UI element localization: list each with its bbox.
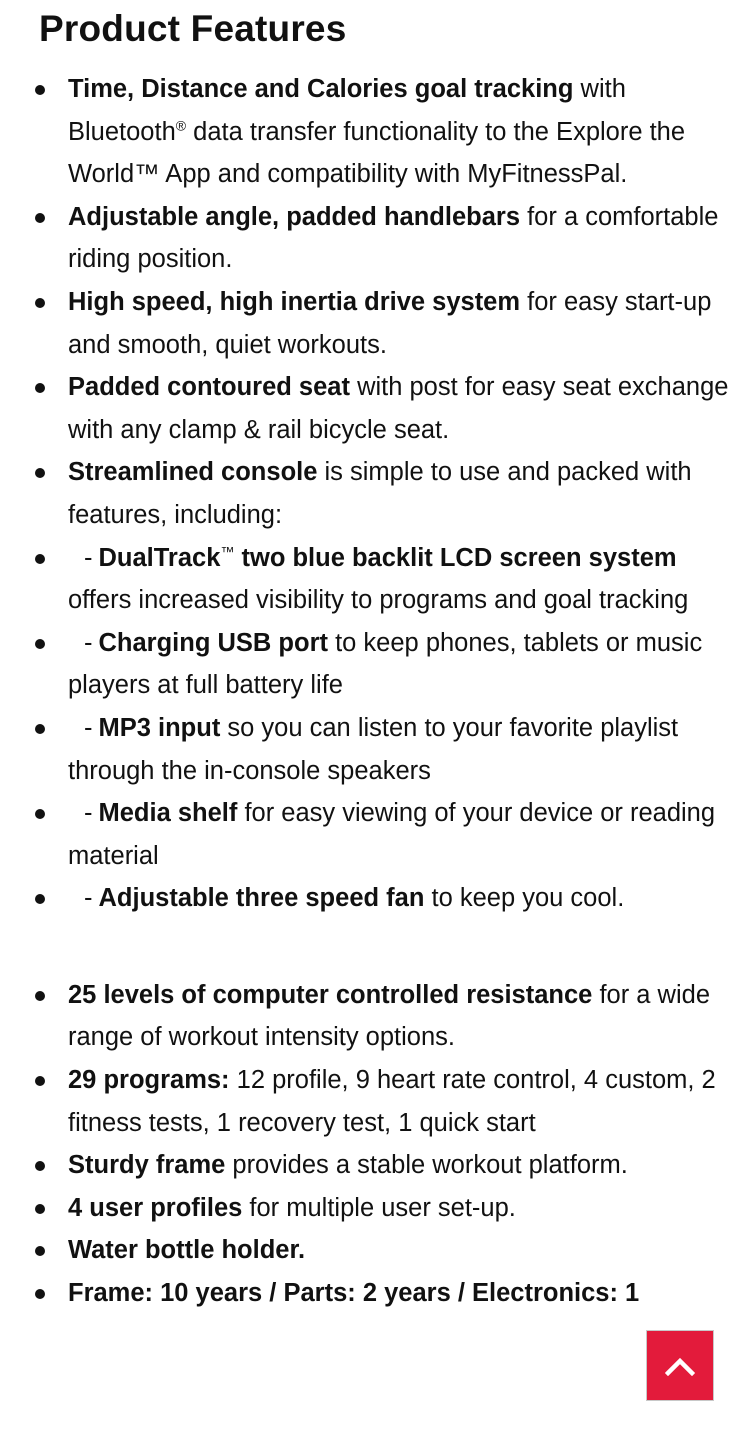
list-item: [0, 877, 755, 920]
list-item: [0, 366, 755, 451]
list-item: [0, 974, 755, 1059]
list-item: [0, 1229, 755, 1272]
feature-text: for a comfortable riding position.: [68, 202, 719, 274]
trademark-mark: ™: [220, 543, 235, 560]
list-item: [0, 792, 755, 877]
list-item: [0, 281, 755, 366]
chevron-up-icon: [665, 1356, 695, 1376]
scroll-to-top-button[interactable]: [646, 1330, 714, 1401]
feature-bold: MP3 input: [98, 713, 221, 742]
feature-bold: 29 programs:: [68, 1066, 230, 1095]
feature-bold: Padded contoured seat: [68, 373, 350, 402]
bullet-icon: [35, 639, 45, 649]
feature-bold: Water bottle holder.: [68, 1236, 306, 1265]
list-item: [0, 622, 755, 707]
feature-text: is simple to use and packed with features, including:: [68, 458, 692, 529]
list-item: [0, 537, 755, 622]
bullet-icon: [35, 85, 45, 95]
bullet-icon: [35, 809, 45, 819]
bullet-icon: [35, 1246, 45, 1256]
feature-bold: Time, Distance and Calories goal tracking: [68, 75, 574, 103]
feature-bold: 4 user profiles: [68, 1193, 243, 1222]
feature-bold: Sturdy frame: [68, 1151, 226, 1180]
feature-text: to keep phones, tablets or music players at full battery life: [68, 628, 703, 700]
bullet-icon: [35, 1204, 45, 1214]
feature-text: offers increased visibility to programs and goal tracking: [68, 586, 689, 615]
bullet-icon: [35, 298, 45, 308]
feature-text: for a wide range of workout intensity options.: [68, 980, 710, 1052]
bullet-icon: [35, 468, 45, 478]
dash: -: [84, 884, 93, 913]
feature-bold: Media shelf: [98, 799, 238, 828]
feature-text: provides a stable workout platform.: [225, 1151, 628, 1180]
bullet-icon: [35, 724, 45, 734]
feature-text: 12 profile, 9 heart rate control, 4 custom, 2 fitness tests, 1 recovery test, 1 quick start: [68, 1066, 716, 1137]
feature-bold: Frame: 10 years / Parts: 2 years / Electronics: 1: [68, 1279, 640, 1308]
bullet-icon: [35, 554, 45, 564]
dash: -: [84, 799, 93, 828]
page-title: Product Features: [39, 8, 347, 49]
dash: -: [84, 543, 93, 572]
feature-bold: Adjustable angle, padded handlebars: [68, 202, 521, 231]
bullet-icon: [35, 383, 45, 393]
feature-text: for easy viewing of your device or reading material: [68, 799, 716, 870]
feature-bold: 25 levels of computer controlled resistance: [68, 980, 593, 1009]
list-item: [0, 1187, 755, 1230]
bullet-icon: [35, 213, 45, 223]
list-spacer: [0, 920, 755, 974]
feature-text: with post for easy seat exchange with any clamp & rail bicycle seat.: [68, 373, 729, 444]
dash: -: [84, 628, 93, 657]
feature-bold: Adjustable three speed fan: [98, 884, 425, 913]
list-item: [0, 68, 755, 196]
feature-list: [0, 68, 755, 1315]
feature-text: data transfer functionality to the Explore the World™ App and compatibility with MyFitnessPal.: [68, 117, 686, 189]
feature-text: to keep you cool.: [424, 884, 625, 913]
feature-text: so you can listen to your favorite playlist through the in-console speakers: [68, 713, 679, 785]
feature-text: for easy start-up and smooth, quiet workouts.: [68, 287, 712, 359]
feature-bold: two blue backlit LCD screen system: [234, 543, 677, 572]
list-item: [0, 1272, 755, 1315]
list-item: [0, 707, 755, 792]
bullet-icon: [35, 1289, 45, 1299]
bullet-icon: [35, 894, 45, 904]
bullet-icon: [35, 1076, 45, 1086]
feature-bold: Charging USB port: [98, 628, 328, 657]
feature-bold: DualTrack: [98, 543, 221, 572]
feature-bold: Streamlined console: [68, 458, 318, 487]
registered-mark: ®: [175, 117, 187, 134]
list-item: [0, 1059, 755, 1144]
list-item: [0, 1144, 755, 1187]
feature-bold: High speed, high inertia drive system: [68, 287, 521, 316]
list-item: [0, 196, 755, 281]
dash: -: [84, 713, 93, 742]
list-item: [0, 451, 755, 536]
bullet-icon: [35, 991, 45, 1001]
feature-text: for multiple user set-up.: [242, 1193, 516, 1222]
feature-text: with Bluetooth: [68, 75, 626, 146]
bullet-icon: [35, 1161, 45, 1171]
